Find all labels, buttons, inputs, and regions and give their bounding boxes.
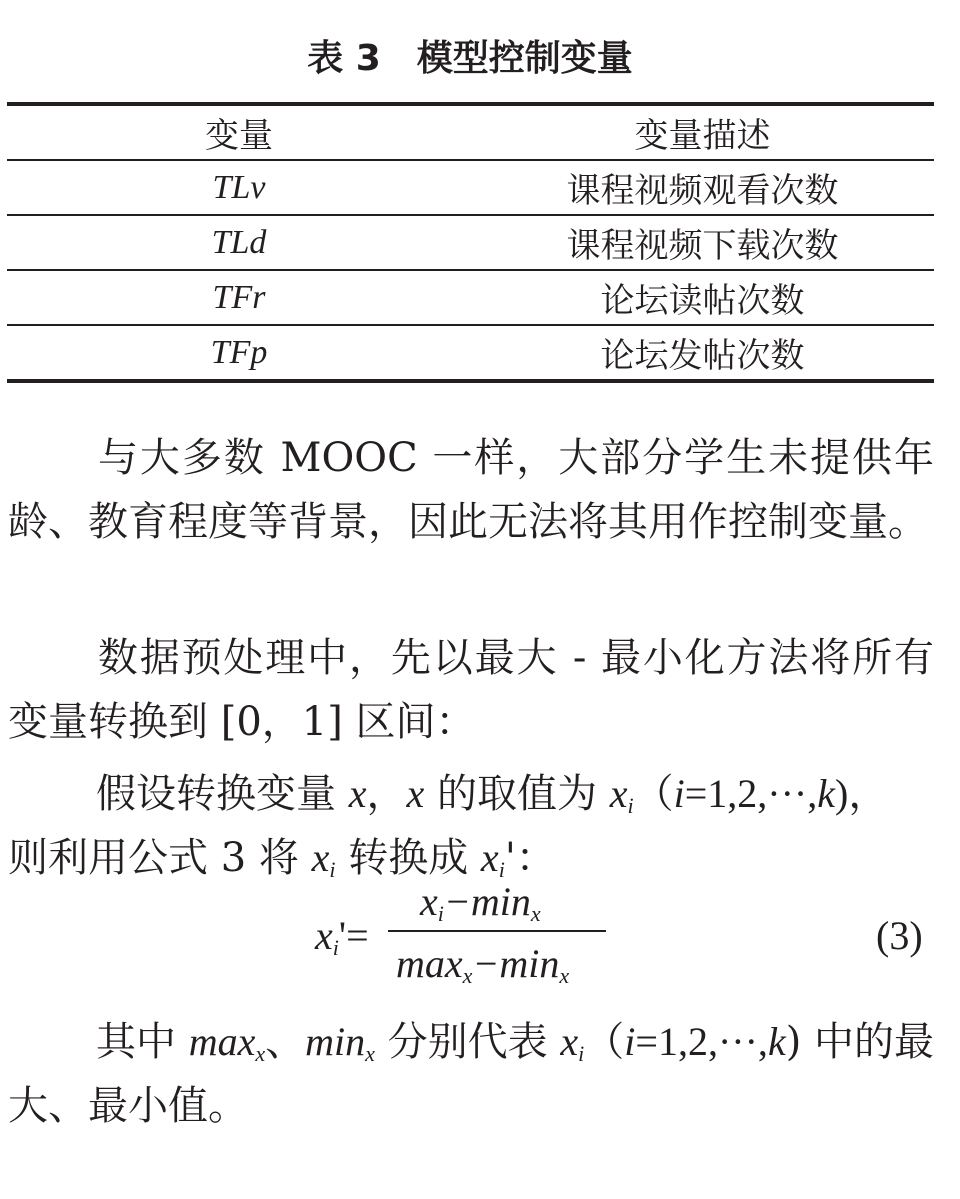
math-subscript: i: [498, 857, 505, 882]
math-subscript: i: [332, 935, 339, 960]
formula-numerator: [420, 878, 541, 925]
math-operator: '=: [338, 913, 369, 958]
math-var: x: [420, 879, 438, 924]
math-var: max: [188, 1019, 256, 1064]
math-subscript: i: [437, 901, 444, 926]
text-run: 转换成: [335, 835, 481, 881]
table-row: [7, 270, 934, 325]
variable-description: 课程视频下载次数: [471, 215, 934, 270]
math-subscript: i: [329, 857, 336, 882]
text-run: 其中: [96, 1019, 189, 1065]
text-run: 分别代表: [374, 1019, 561, 1065]
fraction-bar: [388, 930, 606, 932]
variable-name: TFp: [210, 333, 268, 371]
formula-lhs: [315, 912, 369, 959]
normalization-formula: [0, 878, 960, 988]
variable-name: TLd: [7, 215, 471, 270]
variable-name: TLv: [7, 160, 471, 215]
math-var: min: [305, 1019, 366, 1064]
math-var: x: [609, 771, 628, 816]
math-var: x: [311, 835, 330, 880]
math-var: x: [480, 835, 499, 880]
math-var: x: [560, 1019, 579, 1064]
math-var: i: [673, 771, 685, 816]
math-var: x: [315, 913, 333, 958]
variable-description: 论坛读帖次数: [471, 270, 934, 325]
text-run: 则利用公式 3 将: [8, 835, 312, 881]
math-subscript: x: [530, 901, 541, 926]
table-row: [7, 160, 934, 215]
text-run: '：: [504, 835, 556, 881]
table-header-row: [7, 104, 934, 160]
math-subscript: x: [255, 1041, 266, 1066]
table-row: [7, 215, 934, 270]
paragraph-text: 数据预处理中，先以最大 - 最小化方法将所有变量转换到 [0，1] 区间：: [8, 635, 934, 745]
math-subscript: x: [365, 1041, 375, 1066]
math-var: x: [406, 771, 425, 816]
text-run: 的取值为: [424, 771, 610, 817]
text-run: ，: [366, 771, 407, 817]
math-subscript: i: [578, 1041, 585, 1066]
math-var: k: [767, 1019, 786, 1064]
paragraph-background: [8, 426, 934, 554]
formula-denominator: [396, 940, 569, 987]
paragraph-text: 与大多数 MOOC 一样，大部分学生未提供年龄、教育程度等背景，因此无法将其用作控制变量。: [8, 435, 934, 545]
variable-description: 课程视频观看次数: [471, 160, 934, 215]
math-term: −min: [472, 941, 560, 986]
text-run: 假设转换变量: [96, 771, 349, 817]
control-variables-table: [7, 102, 934, 383]
text-run: =1,2,···,: [684, 771, 818, 816]
header-description: 变量描述: [471, 104, 934, 160]
math-subscript: x: [462, 963, 473, 988]
math-var: i: [624, 1019, 636, 1064]
text-run: =1,2,···,: [635, 1019, 768, 1064]
math-term: max: [396, 941, 463, 986]
paragraph-explanation: [8, 1010, 934, 1138]
math-term: −min: [443, 879, 531, 924]
math-var: k: [817, 771, 835, 816]
text-run: （: [584, 1019, 625, 1065]
paragraph-assumption: [8, 762, 934, 890]
variable-name: TFr: [7, 270, 471, 325]
paragraph-preprocessing: [8, 626, 934, 754]
text-run: )，: [835, 771, 889, 816]
variable-description: 论坛发帖次数: [600, 336, 805, 376]
math-var: x: [348, 771, 367, 816]
text-run: 、: [265, 1019, 306, 1065]
math-subscript: x: [559, 963, 570, 988]
table-caption: 表 3 模型控制变量: [307, 38, 633, 79]
table-row: [7, 325, 934, 381]
text-run: （: [633, 771, 674, 817]
math-subscript: i: [627, 793, 634, 818]
text-run: ) 中的最大、最小值。: [8, 1019, 935, 1129]
equation-number: (3): [876, 913, 923, 958]
header-variable: 变量: [7, 104, 471, 160]
